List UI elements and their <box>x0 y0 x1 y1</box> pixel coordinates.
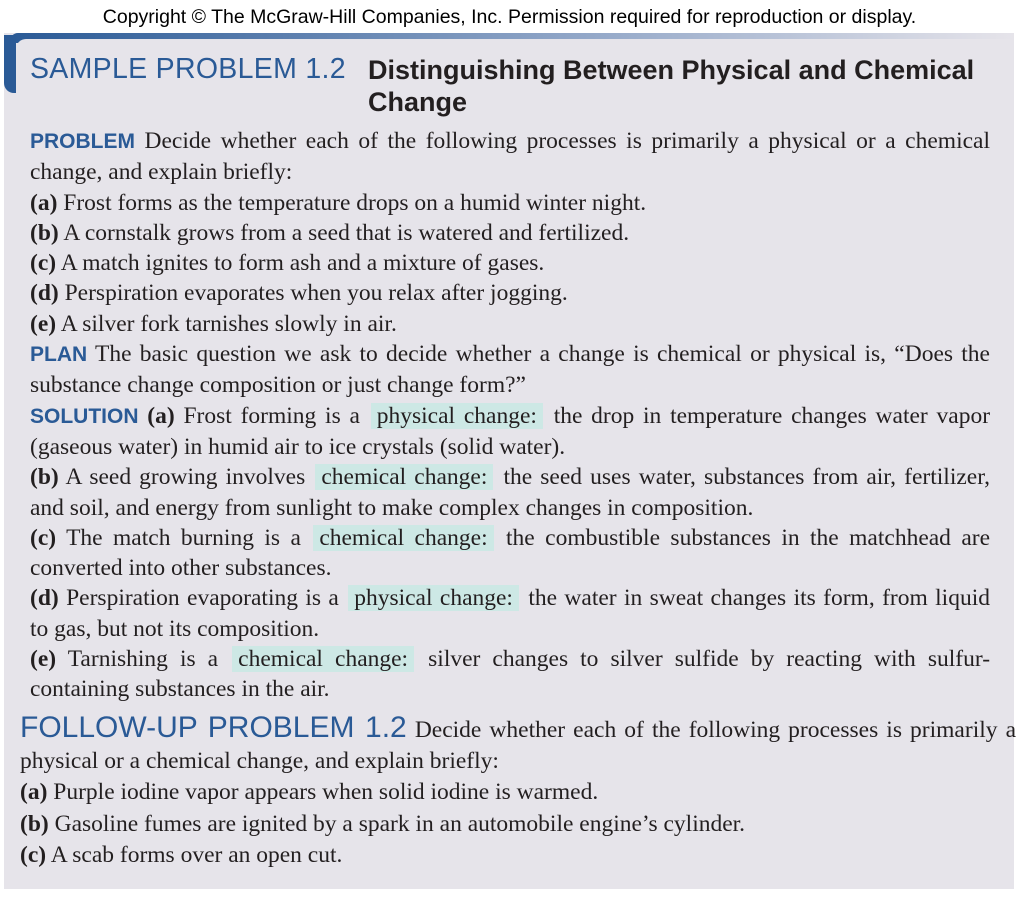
plan-paragraph <box>30 339 990 401</box>
item-label: (b) <box>30 219 59 246</box>
physical-change-highlight: physical change: <box>371 403 543 429</box>
followup-intro <box>20 712 1016 777</box>
solution-text-before: The match burning is a <box>66 524 301 551</box>
item-label: (c) <box>20 841 47 868</box>
item-text: Frost forms as the temperature drops on a humid winter night. <box>63 189 647 216</box>
solution-text-after: silver changes to silver sulfide by reacting with sulfur-containing substances in the air. <box>30 646 991 703</box>
sample-problem-title: Distinguishing Between Physical and Chemical Change <box>368 55 975 117</box>
solution-text-after: the seed uses water, substances from air, fertilizer, and soil, and energy from sunlight to make complex changes in composition. <box>30 464 990 521</box>
item-text: Perspiration evaporates when you relax after jogging. <box>64 280 568 307</box>
plan-keyword: PLAN <box>30 343 88 367</box>
solution-text-after: the drop in temperature changes water vapor (gaseous water) in humid air to ice crystals (solid water). <box>30 402 991 460</box>
followup-intro-text: Decide whether each of the following processes is primarily a physical or a chemical change, and explain briefly: <box>20 717 1017 775</box>
problem-keyword: PROBLEM <box>30 130 135 153</box>
item-label: (e) <box>30 310 57 337</box>
item-text: A cornstalk grows from a seed that is watered and fertilized. <box>63 219 630 246</box>
solution-item <box>30 462 990 523</box>
solution-text-after: the combustible substances in the matchhead are converted into other substances. <box>30 524 991 582</box>
problem-item <box>30 188 990 218</box>
solution-item <box>30 523 990 584</box>
item-label: (b) <box>20 810 49 837</box>
solution-text-before: Tarnishing is a <box>67 646 219 673</box>
title-accent-bar <box>4 35 16 93</box>
chemical-change-highlight: chemical change: <box>232 646 414 672</box>
solution-item <box>30 401 990 463</box>
item-text: A scab forms over an open cut. <box>50 841 343 868</box>
problem-intro <box>30 126 990 188</box>
problem-item <box>30 278 990 308</box>
problem-item <box>30 248 990 278</box>
item-label: (a) <box>30 189 58 216</box>
solution-item <box>30 583 990 644</box>
plan-text: The basic question we ask to decide whether a change is chemical or physical is, “Does the substance change composition or just change form?” <box>30 341 990 399</box>
item-label: (d) <box>30 280 59 307</box>
problem-intro-text: Decide whether each of the following processes is primarily a physical or a chemical change, and explain briefly: <box>30 128 990 186</box>
followup-item <box>20 777 1016 808</box>
problem-item <box>30 218 990 248</box>
followup-label: FOLLOW-UP PROBLEM 1.2 <box>20 711 407 744</box>
item-label: (e) <box>30 646 57 673</box>
copyright-notice: Copyright © The McGraw-Hill Companies, Inc. Permission required for reproduction or display. <box>102 6 917 28</box>
solution-text-before: Frost forming is a <box>183 402 360 429</box>
problem-body <box>30 126 990 705</box>
solution-keyword: SOLUTION <box>30 404 139 428</box>
item-label: (a) <box>20 779 48 806</box>
item-text: A silver fork tarnishes slowly in air. <box>60 310 397 337</box>
physical-change-highlight: physical change: <box>348 585 519 611</box>
item-text: Gasoline fumes are ignited by a spark in an automobile engine’s cylinder. <box>54 810 746 837</box>
sample-problem-panel <box>4 33 1017 889</box>
problem-item <box>30 309 990 339</box>
solution-item <box>30 644 990 705</box>
chemical-change-highlight: chemical change: <box>313 525 493 551</box>
solution-text-after: the water in sweat changes its form, from liquid to gas, but not its composition. <box>30 585 990 642</box>
item-text: A match ignites to form ash and a mixture of gases. <box>60 250 545 277</box>
followup-item <box>20 809 1016 840</box>
solution-text-before: A seed growing involves <box>65 464 306 491</box>
solution-text-before: Perspiration evaporating is a <box>66 585 339 612</box>
sample-problem-label: SAMPLE PROBLEM 1.2 <box>30 53 346 85</box>
item-label: (d) <box>30 585 59 612</box>
item-label: (a) <box>147 402 175 429</box>
item-text: Purple iodine vapor appears when solid iodine is warmed. <box>53 779 599 806</box>
followup-section <box>20 712 1016 871</box>
item-label: (b) <box>30 464 59 491</box>
title-rule-inner <box>16 39 1014 51</box>
item-label: (c) <box>30 250 57 277</box>
chemical-change-highlight: chemical change: <box>315 464 493 490</box>
item-label: (c) <box>30 524 57 551</box>
followup-item <box>20 840 1016 871</box>
